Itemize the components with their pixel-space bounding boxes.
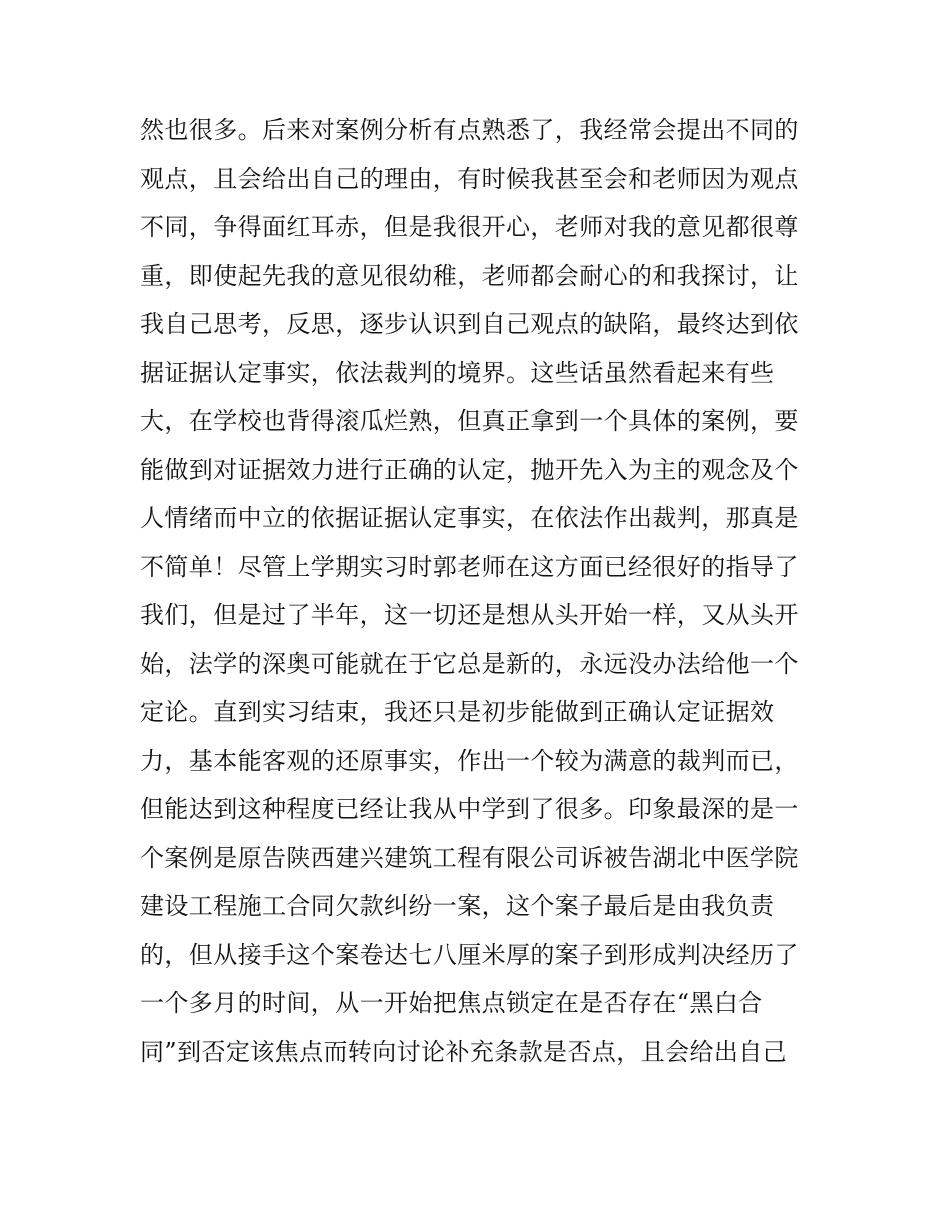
text-line: 观点，且会给出自己的理由，有时候我甚至会和老师因为观点: [140, 164, 799, 193]
body-paragraph: [140, 106, 830, 1076]
text-line: 建设工程施工合同欠款纠纷一案，这个案子最后是由我负责: [140, 892, 775, 920]
text-line: 我们，但是过了半年，这一切还是想从头开始一样，又从头开: [140, 601, 799, 629]
text-line: 大，在学校也背得滚瓜烂熟，但真正拿到一个具体的案例，要: [140, 407, 799, 435]
text-line: 然也很多。后来对案例分析有点熟悉了，我经常会提出不同的: [140, 116, 799, 144]
text-line: 能做到对证据效力进行正确的认定，抛开先入为主的观念及个: [140, 455, 799, 484]
text-line: 的，但从接手这个案卷达七八厘米厚的案子到形成判决经历了: [140, 940, 799, 969]
text-line: 一个多月的时间，从一开始把焦点锁定在是否存在“黑白合: [140, 989, 763, 1017]
text-line: 不简单！尽管上学期实习时郭老师在这方面已经很好的指导了: [140, 552, 799, 581]
text-line: 定论。直到实习结束，我还只是初步能做到正确认定证据效: [140, 698, 775, 726]
text-line: 个案例是原告陕西建兴建筑工程有限公司诉被告湖北中医学院: [140, 843, 799, 872]
text-line: 同”到否定该焦点而转向讨论补充条款是否点，且会给出自己: [140, 1037, 788, 1066]
text-line: 人情绪而中立的依据证据认定事实，在依法作出裁判，那真是: [140, 504, 799, 532]
text-line: 我自己思考，反思，逐步认识到自己观点的缺陷，最终达到依: [140, 310, 799, 338]
text-line: 不同，争得面红耳赤，但是我很开心，老师对我的意见都很尊: [140, 213, 799, 241]
text-line: 始，法学的深奥可能就在于它总是新的，永远没办法给他一个: [140, 649, 799, 678]
text-line: 据证据认定事实，依法裁判的境界。这些话虽然看起来有些: [140, 358, 775, 387]
text-line: 力，基本能客观的还原事实，作出一个较为满意的裁判而已，: [140, 746, 799, 775]
text-line: 重，即使起先我的意见很幼稚，老师都会耐心的和我探讨，让: [140, 261, 799, 290]
text-line: 但能达到这种程度已经让我从中学到了很多。印象最深的是一: [140, 795, 799, 823]
